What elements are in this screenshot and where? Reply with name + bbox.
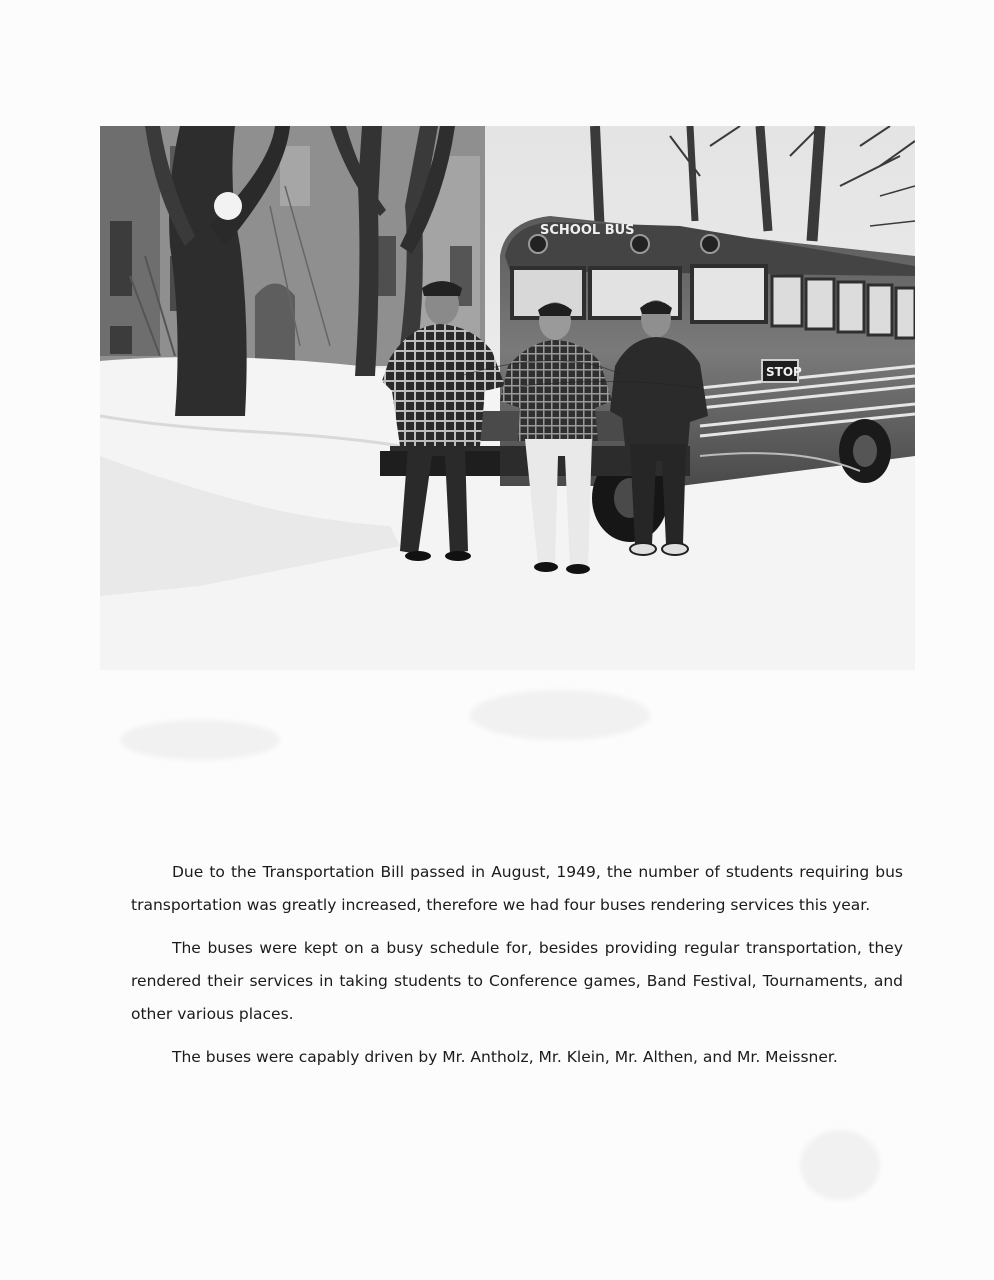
school-bus-photo xyxy=(100,126,915,670)
scan-smudge xyxy=(470,690,650,740)
paragraph-transportation-bill: Due to the Transportation Bill passed in August, 1949, the number of students requiring bus transportation was greatly increased, therefore we had four buses rendering services this year. xyxy=(131,863,903,914)
school-bus-photo-image xyxy=(100,126,915,670)
paragraph-bus-schedule: The buses were kept on a busy schedule for, besides providing regular transportation, they rendered their services in taking students to Conference games, Band Festival, Tournaments, and other various places. xyxy=(131,939,903,1023)
article-body xyxy=(131,856,903,1084)
bus-sign: SCHOOL BUS xyxy=(540,223,635,238)
scan-smudge xyxy=(800,1130,880,1200)
scan-smudge xyxy=(120,720,280,760)
stop-sign: STOP xyxy=(766,365,802,379)
paragraph-bus-drivers: The buses were capably driven by Mr. Antholz, Mr. Klein, Mr. Althen, and Mr. Meissner. xyxy=(172,1048,838,1066)
